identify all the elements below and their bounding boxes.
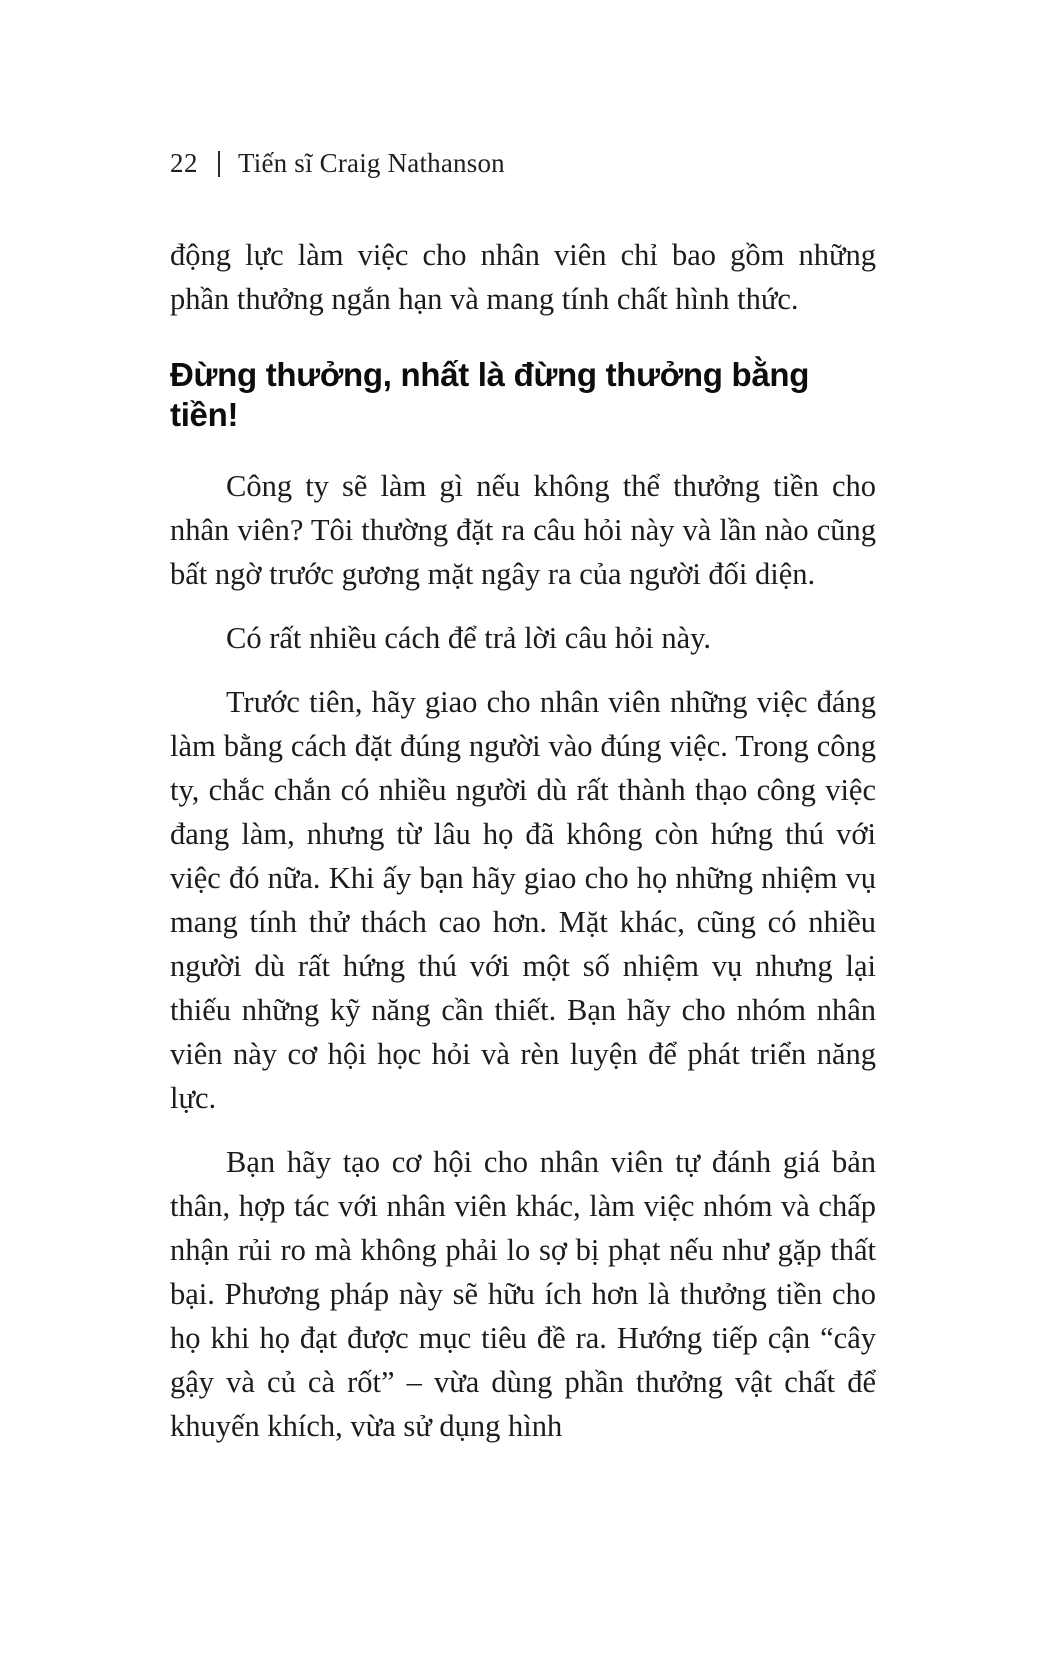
page-body bbox=[170, 233, 876, 1448]
paragraph: Công ty sẽ làm gì nếu không thể thưởng tiền cho nhân viên? Tôi thường đặt ra câu hỏi này và lần nào cũng bất ngờ trước gương mặt ngây ra của người đối diện. bbox=[170, 469, 876, 592]
paragraph: Bạn hãy tạo cơ hội cho nhân viên tự đánh giá bản thân, hợp tác với nhân viên khác, làm việc nhóm và chấp nhận rủi ro mà không phải lo sợ bị phạt nếu như gặp thất bại. Phương pháp này sẽ hữu ích hơn là thưởng tiền cho họ khi họ đạt được mục tiêu đề ra. Hướng tiếp cận “cây gậy và củ cà rốt” – vừa dùng phần thưởng vật chất để khuyến khích, vừa sử dụng hình bbox=[170, 1145, 876, 1444]
paragraph: Có rất nhiều cách để trả lời câu hỏi này. bbox=[226, 621, 712, 656]
section-heading: Đừng thưởng, nhất là đừng thưởng bằng tiền! bbox=[170, 356, 810, 433]
page-number: 22 bbox=[170, 148, 198, 178]
paragraph-continuation: động lực làm việc cho nhân viên chỉ bao gồm những phần thưởng ngắn hạn và mang tính chất hình thức. bbox=[170, 238, 876, 316]
header-divider bbox=[218, 151, 220, 177]
paragraph: Trước tiên, hãy giao cho nhân viên những việc đáng làm bằng cách đặt đúng người vào đúng việc. Trong công ty, chắc chắn có nhiều người dù rất thành thạo công việc đang làm, nhưng từ lâu họ đã không còn hứng thú với việc đó nữa. Khi ấy bạn hãy giao cho họ những nhiệm vụ mang tính thử thách cao hơn. Mặt khác, cũng có nhiều người dù rất hứng thú với một số nhiệm vụ nhưng lại thiếu những kỹ năng cần thiết. Bạn hãy cho nhóm nhân viên này cơ hội học hỏi và rèn luyện để phát triển năng lực. bbox=[170, 685, 876, 1116]
page-header bbox=[170, 148, 876, 179]
running-title: Tiến sĩ Craig Nathanson bbox=[238, 148, 505, 178]
